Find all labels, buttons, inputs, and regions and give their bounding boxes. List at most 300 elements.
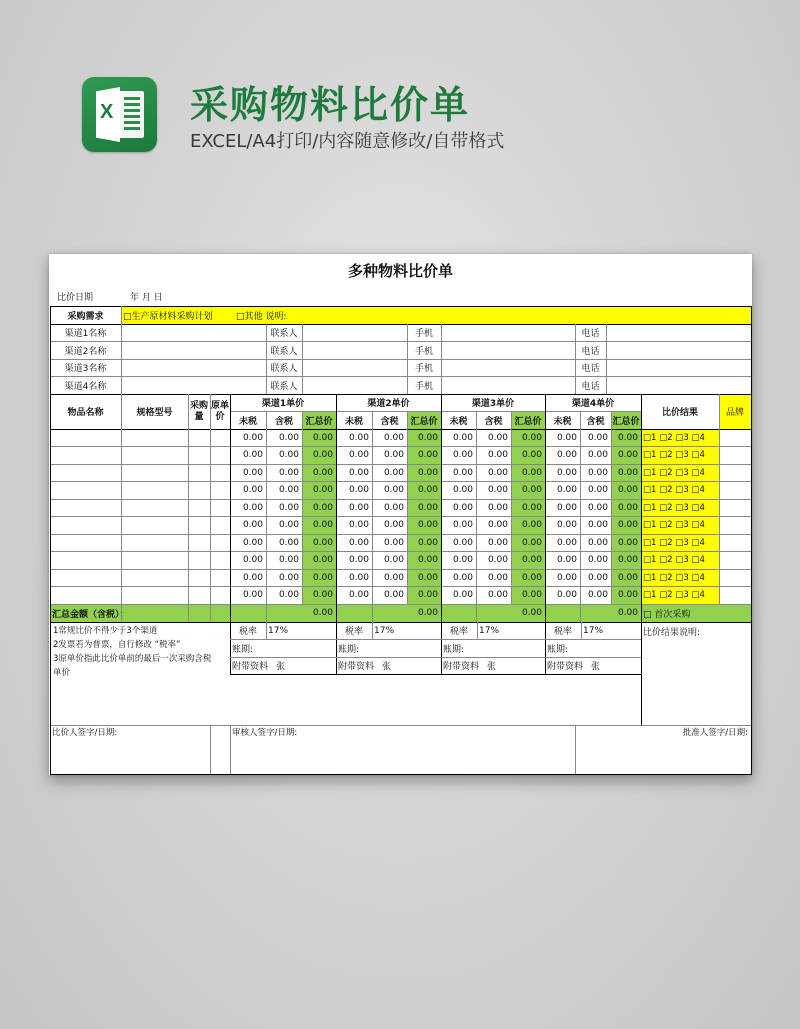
grid-line [230, 674, 641, 675]
price-cell[interactable]: 0.00 [348, 590, 369, 600]
grid-line [230, 394, 231, 622]
grid-line [606, 324, 607, 394]
qty-input[interactable] [188, 551, 210, 569]
price-cell[interactable]: 0.00 [452, 467, 473, 478]
item-name-input[interactable] [50, 429, 121, 446]
brand-input[interactable] [719, 464, 751, 481]
price-cell[interactable]: 0.00 [452, 485, 473, 495]
total-price-cell[interactable]: 0.00 [511, 429, 545, 446]
grand-total-value[interactable]: 0.00 [476, 604, 545, 622]
price-cell[interactable]: 0.00 [556, 572, 577, 583]
total-price-cell[interactable]: 0.00 [407, 446, 441, 464]
demand-option-production-plan[interactable]: □生产原材料采购计划 [121, 306, 232, 324]
header-sub-pretax: 未税 [344, 416, 363, 427]
header-channel-price-group: 渠道4单价 [571, 399, 615, 409]
price-cell[interactable]: 0.00 [587, 590, 608, 600]
grid-line [50, 551, 751, 552]
contact-label: 联系人 [270, 329, 298, 339]
price-cell[interactable]: 0.00 [242, 450, 263, 460]
payment-term-field[interactable]: 账期: [443, 644, 465, 655]
price-cell[interactable]: 0.00 [348, 555, 369, 565]
brand-input[interactable] [719, 446, 751, 464]
grid-line [441, 657, 545, 658]
result-checkboxes[interactable]: □1 □2 □3 □4 [641, 481, 719, 499]
spec-input[interactable] [121, 551, 188, 569]
phone-input[interactable] [606, 341, 751, 359]
total-price-cell[interactable]: 0.00 [611, 516, 641, 534]
tax-rate-value[interactable]: 17% [583, 625, 604, 636]
price-cell[interactable]: 0.00 [278, 520, 299, 530]
price-cell[interactable]: 0.00 [487, 502, 508, 513]
payment-term-field[interactable]: 账期: [547, 644, 569, 655]
grid-line [441, 411, 545, 412]
result-note-input[interactable] [641, 640, 751, 725]
result-checkboxes[interactable]: □1 □2 □3 □4 [641, 429, 719, 446]
tax-rate-label: 税率 [553, 627, 572, 637]
price-cell[interactable]: 0.00 [242, 555, 263, 565]
phone-label: 电话 [581, 364, 600, 374]
brand-input[interactable] [719, 551, 751, 569]
price-cell[interactable]: 0.00 [587, 450, 608, 460]
grid-line [50, 429, 751, 430]
grid-line [336, 639, 441, 640]
total-price-cell[interactable]: 0.00 [407, 516, 441, 534]
attachment-count-field[interactable] [230, 657, 336, 674]
price-cell[interactable]: 0.00 [348, 467, 369, 478]
orig-price-input[interactable] [210, 516, 230, 534]
price-cell[interactable]: 0.00 [487, 572, 508, 583]
orig-price-input[interactable] [210, 464, 230, 481]
result-checkboxes[interactable]: □1 □2 □3 □4 [641, 551, 719, 569]
grid-line [476, 411, 477, 604]
attachment-label: 附带资料 [232, 662, 269, 672]
grand-total-value[interactable]: 0.00 [372, 604, 441, 622]
grid-line [230, 639, 336, 640]
item-name-input[interactable] [50, 551, 121, 569]
price-cell[interactable]: 0.00 [242, 502, 263, 513]
total-price-cell[interactable]: 0.00 [611, 429, 641, 446]
tax-rate-label: 税率 [344, 627, 363, 637]
total-price-cell[interactable]: 0.00 [511, 481, 545, 499]
total-price-cell[interactable]: 0.00 [611, 534, 641, 551]
result-checkboxes[interactable]: □1 □2 □3 □4 [641, 464, 719, 481]
qty-input[interactable] [188, 534, 210, 551]
orig-price-input[interactable] [210, 429, 230, 446]
grid-line [50, 604, 751, 605]
orig-price-input[interactable] [210, 569, 230, 586]
qty-input[interactable] [188, 429, 210, 446]
price-cell[interactable]: 0.00 [383, 485, 404, 495]
grid-line [441, 394, 442, 622]
brand-input[interactable] [719, 569, 751, 586]
grid-line [50, 446, 751, 447]
grid-line [336, 657, 441, 658]
spec-input[interactable] [121, 446, 188, 464]
brand-input[interactable] [719, 534, 751, 551]
total-price-cell[interactable]: 0.00 [611, 446, 641, 464]
total-price-cell[interactable]: 0.00 [511, 551, 545, 569]
spec-input[interactable] [121, 429, 188, 446]
grid-line [372, 604, 373, 622]
price-cell[interactable]: 0.00 [487, 537, 508, 548]
attachment-count-field[interactable] [545, 657, 641, 674]
price-cell[interactable]: 0.00 [452, 572, 473, 583]
header-item-name: 物品名称 [67, 408, 104, 418]
comparer-signature-label: 比价人签字/日期: [52, 728, 118, 738]
price-cell[interactable]: 0.00 [278, 432, 299, 443]
header-sub-total: 汇总价 [511, 411, 545, 429]
item-name-input[interactable] [50, 481, 121, 499]
total-price-cell[interactable]: 0.00 [611, 551, 641, 569]
grid-line [230, 657, 336, 658]
orig-price-input[interactable] [210, 551, 230, 569]
excel-icon [82, 77, 157, 152]
spec-input[interactable] [121, 586, 188, 604]
grid-line [266, 622, 267, 639]
channel-name-input[interactable] [121, 376, 266, 394]
price-cell[interactable]: 0.00 [383, 572, 404, 583]
price-cell[interactable]: 0.00 [487, 555, 508, 565]
orig-price-input[interactable] [210, 534, 230, 551]
total-price-cell[interactable]: 0.00 [407, 569, 441, 586]
price-cell[interactable]: 0.00 [383, 502, 404, 513]
qty-input[interactable] [188, 569, 210, 586]
price-cell[interactable]: 0.00 [556, 485, 577, 495]
grid-line [50, 481, 751, 482]
mobile-label: 手机 [414, 381, 433, 392]
brand-input[interactable] [719, 481, 751, 499]
grid-line [50, 534, 751, 535]
phone-input[interactable] [606, 324, 751, 341]
brand-input[interactable] [719, 586, 751, 604]
spec-input[interactable] [121, 569, 188, 586]
price-cell[interactable]: 0.00 [556, 450, 577, 460]
brand-input[interactable] [719, 429, 751, 446]
price-cell[interactable]: 0.00 [452, 432, 473, 443]
price-cell[interactable]: 0.00 [556, 467, 577, 478]
attachment-count-field[interactable] [441, 657, 545, 674]
grid-line [581, 622, 582, 639]
total-price-cell[interactable]: 0.00 [302, 586, 336, 604]
price-cell[interactable]: 0.00 [587, 572, 608, 583]
grid-line [545, 394, 546, 622]
grand-total-value[interactable]: 0.00 [266, 604, 336, 622]
price-cell[interactable]: 0.00 [587, 467, 608, 478]
price-cell[interactable]: 0.00 [348, 520, 369, 530]
total-price-cell[interactable]: 0.00 [511, 464, 545, 481]
attachment-unit: 张 [276, 662, 286, 672]
channel-name-input[interactable] [121, 341, 266, 359]
spec-input[interactable] [121, 499, 188, 516]
result-note-label: 比价结果说明: [643, 627, 701, 638]
attachment-count-field[interactable] [336, 657, 441, 674]
total-price-cell[interactable]: 0.00 [511, 534, 545, 551]
brand-input[interactable] [719, 516, 751, 534]
note-line: 2发票若为普票，自行修改 “税率” [53, 640, 181, 650]
grand-total-spacer [336, 604, 372, 622]
total-price-cell[interactable]: 0.00 [611, 569, 641, 586]
price-cell[interactable]: 0.00 [242, 537, 263, 548]
payment-term-field[interactable]: 账期: [232, 644, 254, 655]
mobile-input[interactable] [441, 341, 575, 359]
grand-total-spacer [545, 604, 580, 622]
price-cell[interactable]: 0.00 [487, 590, 508, 600]
price-cell[interactable]: 0.00 [487, 485, 508, 495]
contact-input[interactable] [302, 376, 407, 394]
price-cell[interactable]: 0.00 [383, 555, 404, 565]
grid-line [121, 324, 122, 394]
result-checkboxes[interactable]: □1 □2 □3 □4 [641, 516, 719, 534]
price-cell[interactable]: 0.00 [242, 467, 263, 478]
price-cell[interactable]: 0.00 [242, 485, 263, 495]
excel-letter: X [100, 101, 114, 123]
price-cell[interactable]: 0.00 [383, 467, 404, 478]
spec-input[interactable] [121, 534, 188, 551]
brand-input[interactable] [719, 499, 751, 516]
total-price-cell[interactable]: 0.00 [302, 446, 336, 464]
price-cell[interactable]: 0.00 [278, 572, 299, 583]
price-cell[interactable]: 0.00 [348, 485, 369, 495]
price-cell[interactable]: 0.00 [242, 572, 263, 583]
price-cell[interactable]: 0.00 [556, 555, 577, 565]
price-cell[interactable]: 0.00 [348, 502, 369, 513]
contact-input[interactable] [302, 324, 407, 341]
phone-label: 电话 [581, 329, 600, 339]
price-cell[interactable]: 0.00 [556, 537, 577, 548]
price-cell[interactable]: 0.00 [242, 590, 263, 600]
grid-line [50, 516, 751, 517]
channel-name-label: 渠道4名称 [64, 381, 107, 392]
result-checkboxes[interactable]: □1 □2 □3 □4 [641, 446, 719, 464]
mobile-label: 手机 [414, 346, 433, 357]
price-cell[interactable]: 0.00 [278, 555, 299, 565]
tax-rate-value[interactable]: 17% [479, 625, 500, 636]
total-price-cell[interactable]: 0.00 [407, 551, 441, 569]
result-checkboxes[interactable]: □1 □2 □3 □4 [641, 499, 719, 516]
grid-line [50, 394, 751, 395]
grid-line [580, 411, 581, 604]
grid-line [611, 411, 612, 604]
total-price-cell[interactable]: 0.00 [302, 499, 336, 516]
total-price-cell[interactable]: 0.00 [407, 534, 441, 551]
grid-line [751, 306, 752, 775]
price-cell[interactable]: 0.00 [452, 590, 473, 600]
price-cell[interactable]: 0.00 [452, 502, 473, 513]
grid-line [336, 622, 337, 674]
orig-price-input[interactable] [210, 446, 230, 464]
note-line: 单价 [53, 668, 71, 678]
price-cell[interactable]: 0.00 [487, 467, 508, 478]
grid-line [121, 394, 122, 622]
orig-price-input[interactable] [210, 481, 230, 499]
spec-input[interactable] [121, 481, 188, 499]
price-cell[interactable]: 0.00 [383, 432, 404, 443]
total-price-cell[interactable]: 0.00 [511, 499, 545, 516]
grid-line [230, 622, 231, 674]
demand-option-other[interactable]: □其他 说明: [234, 306, 340, 324]
price-cell[interactable]: 0.00 [242, 432, 263, 443]
total-price-cell[interactable]: 0.00 [407, 499, 441, 516]
price-cell[interactable]: 0.00 [383, 520, 404, 530]
price-cell[interactable]: 0.00 [452, 555, 473, 565]
phone-input[interactable] [606, 376, 751, 394]
header-brand: 品牌 [719, 394, 751, 429]
total-price-cell[interactable]: 0.00 [611, 586, 641, 604]
grid-line [719, 394, 720, 604]
result-checkboxes[interactable]: □1 □2 □3 □4 [641, 586, 719, 604]
first-purchase-checkbox[interactable]: □ 首次采购 [641, 604, 751, 622]
spec-input[interactable] [121, 516, 188, 534]
channel-name-input[interactable] [121, 324, 266, 341]
grid-line [575, 725, 576, 775]
grid-line [336, 394, 337, 622]
price-cell[interactable]: 0.00 [383, 590, 404, 600]
grid-line [210, 394, 211, 622]
phone-input[interactable] [606, 359, 751, 376]
tax-rate-value[interactable]: 17% [374, 625, 395, 636]
price-cell[interactable]: 0.00 [278, 502, 299, 513]
item-name-input[interactable] [50, 464, 121, 481]
total-price-cell[interactable]: 0.00 [302, 429, 336, 446]
price-cell[interactable]: 0.00 [587, 537, 608, 548]
price-cell[interactable]: 0.00 [348, 537, 369, 548]
contact-input[interactable] [302, 359, 407, 376]
grid-line [266, 411, 267, 604]
price-cell[interactable]: 0.00 [487, 432, 508, 443]
channel-name-label: 渠道3名称 [64, 364, 107, 374]
price-cell[interactable]: 0.00 [348, 432, 369, 443]
orig-price-input[interactable] [210, 499, 230, 516]
spec-input[interactable] [121, 464, 188, 481]
contact-label: 联系人 [270, 346, 298, 357]
orig-price-input[interactable] [210, 586, 230, 604]
contact-label: 联系人 [270, 381, 298, 392]
tax-rate-value[interactable]: 17% [268, 625, 289, 636]
grid-line [372, 622, 373, 639]
price-cell[interactable]: 0.00 [587, 432, 608, 443]
price-cell[interactable]: 0.00 [278, 537, 299, 548]
price-cell[interactable]: 0.00 [487, 520, 508, 530]
price-cell[interactable]: 0.00 [587, 485, 608, 495]
attachment-unit: 张 [382, 662, 392, 672]
qty-input[interactable] [188, 481, 210, 499]
price-cell[interactable]: 0.00 [348, 572, 369, 583]
price-cell[interactable]: 0.00 [587, 520, 608, 530]
grid-line [441, 639, 545, 640]
total-price-cell[interactable]: 0.00 [611, 464, 641, 481]
total-price-cell[interactable]: 0.00 [511, 586, 545, 604]
grand-total-value[interactable]: 0.00 [580, 604, 641, 622]
price-cell[interactable]: 0.00 [556, 502, 577, 513]
header-sub-total: 汇总价 [611, 411, 641, 429]
price-cell[interactable]: 0.00 [278, 485, 299, 495]
channel-name-input[interactable] [121, 359, 266, 376]
total-price-cell[interactable]: 0.00 [302, 569, 336, 586]
total-price-cell[interactable]: 0.00 [407, 429, 441, 446]
attachment-label: 附带资料 [547, 662, 584, 672]
date-value[interactable]: 年 月 日 [130, 293, 163, 303]
price-cell[interactable]: 0.00 [383, 537, 404, 548]
header-sub-taxed: 含税 [586, 416, 605, 427]
total-price-cell[interactable]: 0.00 [302, 464, 336, 481]
spreadsheet-preview [49, 254, 752, 775]
price-cell[interactable]: 0.00 [452, 450, 473, 460]
price-cell[interactable]: 0.00 [278, 450, 299, 460]
item-name-input[interactable] [50, 586, 121, 604]
price-cell[interactable]: 0.00 [556, 432, 577, 443]
comparer-signature-field[interactable] [50, 739, 210, 775]
item-name-input[interactable] [50, 534, 121, 551]
price-cell[interactable]: 0.00 [383, 450, 404, 460]
item-name-input[interactable] [50, 516, 121, 534]
total-price-cell[interactable]: 0.00 [302, 534, 336, 551]
price-cell[interactable]: 0.00 [278, 467, 299, 478]
total-price-cell[interactable]: 0.00 [302, 551, 336, 569]
total-price-cell[interactable]: 0.00 [611, 499, 641, 516]
mobile-input[interactable] [441, 376, 575, 394]
grid-line [50, 569, 751, 570]
mobile-input[interactable] [441, 324, 575, 341]
qty-input[interactable] [188, 446, 210, 464]
grid-line [511, 411, 512, 604]
price-cell[interactable]: 0.00 [242, 520, 263, 530]
qty-input[interactable] [188, 586, 210, 604]
grid-line [641, 394, 642, 622]
price-cell[interactable]: 0.00 [556, 520, 577, 530]
mobile-input[interactable] [441, 359, 575, 376]
price-cell[interactable]: 0.00 [278, 590, 299, 600]
price-cell[interactable]: 0.00 [556, 590, 577, 600]
contact-input[interactable] [302, 341, 407, 359]
note-line: 3原单价指此比价单前的最后一次采购含税 [53, 654, 212, 664]
qty-input[interactable] [188, 464, 210, 481]
price-cell[interactable]: 0.00 [587, 502, 608, 513]
total-price-cell[interactable]: 0.00 [511, 446, 545, 464]
total-price-cell[interactable]: 0.00 [511, 516, 545, 534]
grid-line [580, 604, 581, 622]
price-cell[interactable]: 0.00 [452, 520, 473, 530]
result-checkboxes[interactable]: □1 □2 □3 □4 [641, 569, 719, 586]
payment-term-field[interactable]: 账期: [338, 644, 360, 655]
grid-line [50, 774, 751, 775]
qty-input[interactable] [188, 516, 210, 534]
price-cell[interactable]: 0.00 [348, 450, 369, 460]
total-price-cell[interactable]: 0.00 [511, 569, 545, 586]
grand-total-label: 汇总金额（含税）： [50, 604, 188, 622]
grand-total-spacer [441, 604, 476, 622]
item-name-input[interactable] [50, 446, 121, 464]
price-cell[interactable]: 0.00 [452, 537, 473, 548]
total-price-cell[interactable]: 0.00 [302, 481, 336, 499]
approver-signature-field[interactable] [575, 739, 751, 775]
price-cell[interactable]: 0.00 [587, 555, 608, 565]
phone-label: 电话 [581, 381, 600, 392]
item-name-input[interactable] [50, 499, 121, 516]
total-price-cell[interactable]: 0.00 [407, 464, 441, 481]
result-checkboxes[interactable]: □1 □2 □3 □4 [641, 534, 719, 551]
reviewer-signature-field[interactable] [230, 739, 575, 775]
total-price-cell[interactable]: 0.00 [407, 481, 441, 499]
total-price-cell[interactable]: 0.00 [407, 586, 441, 604]
grid-line [50, 586, 751, 587]
qty-input[interactable] [188, 499, 210, 516]
price-cell[interactable]: 0.00 [487, 450, 508, 460]
total-price-cell[interactable]: 0.00 [611, 481, 641, 499]
item-name-input[interactable] [50, 569, 121, 586]
total-price-cell[interactable]: 0.00 [302, 516, 336, 534]
header-sub-pretax: 未税 [449, 416, 468, 427]
grand-total-spacer [230, 604, 266, 622]
